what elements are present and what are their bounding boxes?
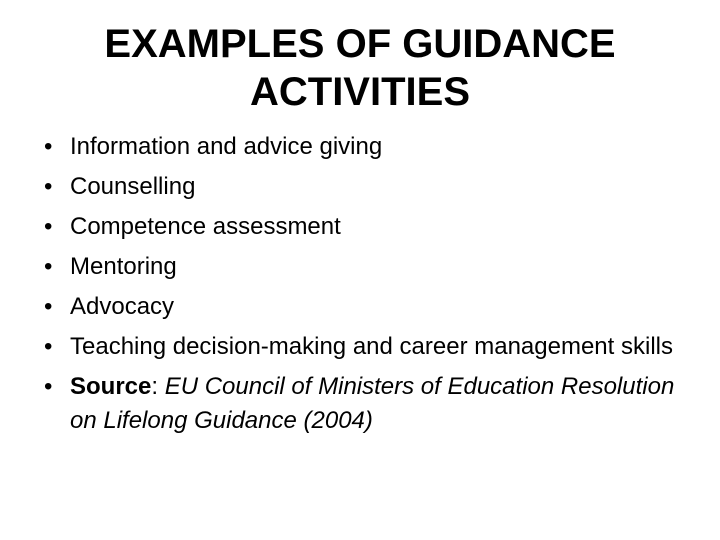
list-item xyxy=(44,130,684,164)
list-item-text: Mentoring xyxy=(70,253,177,280)
list-item xyxy=(44,290,684,324)
source-separator: : xyxy=(151,373,165,400)
title-line-1: EXAMPLES OF GUIDANCE xyxy=(104,22,616,66)
bullet-icon: • xyxy=(44,293,53,320)
bullet-icon: • xyxy=(44,333,53,360)
bullet-icon: • xyxy=(44,173,53,200)
list-item-text: Information and advice giving xyxy=(70,133,383,160)
source-citation: EU Council of Ministers of Education Resolution on Lifelong Guidance (2004) xyxy=(70,373,675,434)
list-item xyxy=(44,210,684,244)
bullet-icon: • xyxy=(44,373,53,400)
title-line-2: ACTIVITIES xyxy=(249,70,471,114)
list-item xyxy=(44,250,684,284)
source-item xyxy=(44,370,684,438)
source-label: Source xyxy=(70,373,152,400)
slide-title xyxy=(30,20,690,116)
list-item xyxy=(44,170,684,204)
bullet-list xyxy=(44,130,684,444)
bullet-icon: • xyxy=(44,253,53,280)
bullet-icon: • xyxy=(44,133,53,160)
list-item-text: Counselling xyxy=(70,173,196,200)
list-item-text: Advocacy xyxy=(70,293,175,320)
list-item-text: Teaching decision-making and career management skills xyxy=(70,333,673,360)
list-item-text: Competence assessment xyxy=(70,213,341,240)
list-item xyxy=(44,330,684,364)
bullet-icon: • xyxy=(44,213,53,240)
